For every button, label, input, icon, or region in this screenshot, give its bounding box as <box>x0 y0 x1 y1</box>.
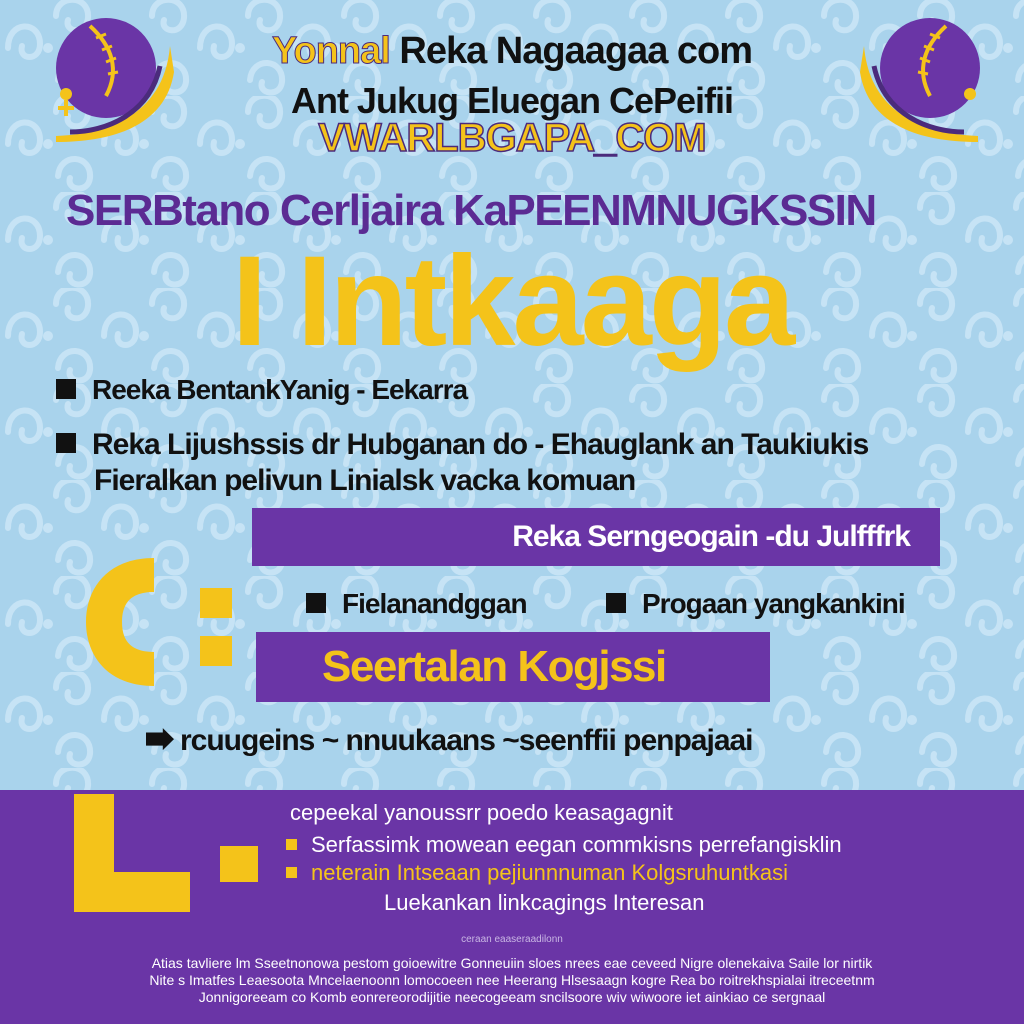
tiny-caption: ceraan eaaseraadilonn <box>461 934 563 945</box>
purple-section-item-1 <box>286 832 842 858</box>
bullet-item-2-continuation: Fieralkan pelivun Linialsk vacka komuan <box>94 464 636 497</box>
subtitle: SERBtano Cerljaira KaPEENMNUGKSSIN <box>66 186 876 235</box>
square-bullet-icon <box>56 433 76 453</box>
yellow-c-decoration <box>82 552 252 692</box>
footer-line-2: Nite s Imatfes Leaesoota Mncelaenoonn lomocoeen nee Heerang Hlsesaagn kogre Rea bo roitrekhspialai itreceetnm <box>149 972 875 988</box>
purple-section-item-1-text: Serfassimk mowean eegan commkisns perrefangisklin <box>311 832 842 857</box>
bullet-item-2 <box>56 428 868 462</box>
purple-banner-1 <box>252 508 940 566</box>
header-line-1 <box>0 30 1024 73</box>
purple-section-item-2-text: neterain Intseaan pejiunnnuman Kolgsruhuntkasi <box>311 860 788 885</box>
header-line-1-yellow: Yonnal <box>271 30 390 72</box>
yellow-l-decoration <box>70 790 270 920</box>
purple-section-tail: Luekankan linkcagings Interesan <box>384 890 705 915</box>
arrow-right-icon <box>146 728 174 750</box>
option-item-2 <box>606 588 905 620</box>
purple-banner-2 <box>256 632 770 702</box>
header-line-3: VWARLBGAPA_COM <box>318 116 706 160</box>
bullet-item-1 <box>56 374 467 406</box>
option-item-1-text: Fielanandggan <box>342 588 527 619</box>
yellow-bullet-icon <box>286 839 297 850</box>
purple-section-item-2 <box>286 860 788 886</box>
footer-line-1: Atias tavliere lm Sseetnonowa pestom goioewitre Gonneuiin sloes nrees eae ceveed Nigre olenekaiva Saile lor nirtik <box>151 955 873 971</box>
header-line-2: Ant Jukug Eluegan CePeifii <box>290 80 734 121</box>
square-bullet-icon <box>306 593 326 613</box>
arrow-line <box>146 724 753 758</box>
purple-section-intro: cepeekal yanoussrr poedo keasagagnit <box>290 800 673 825</box>
bullet-item-1-text: Reeka BentankYanig - Eekarra <box>92 374 468 405</box>
purple-banner-2-text: Seertalan Kogjssi <box>322 642 666 691</box>
option-item-1 <box>306 588 527 620</box>
option-item-2-text: Progaan yangkankini <box>642 588 905 619</box>
square-bullet-icon <box>56 379 76 399</box>
square-bullet-icon <box>606 593 626 613</box>
header-line-1-rest: Reka Nagaagaa com <box>399 30 753 72</box>
arrow-line-text: rcuugeins ~ nnuukaans ~seenffii penpajaai <box>180 724 753 757</box>
headline: I Intkaaga <box>231 230 793 373</box>
footer-line-3: Jonnigoreeam co Komb eonrereorodijitie neecogeeam sncilsoore wiv wiwoore iet ainkiao ce sergnaal <box>198 989 826 1005</box>
bullet-item-2-text: Reka Lijushssis dr Hubganan do - Ehauglank an Taukiukis <box>92 428 869 461</box>
yellow-bullet-icon <box>286 867 297 878</box>
purple-banner-1-text: Reka Serngeogain -du Julfffrk <box>512 520 910 553</box>
